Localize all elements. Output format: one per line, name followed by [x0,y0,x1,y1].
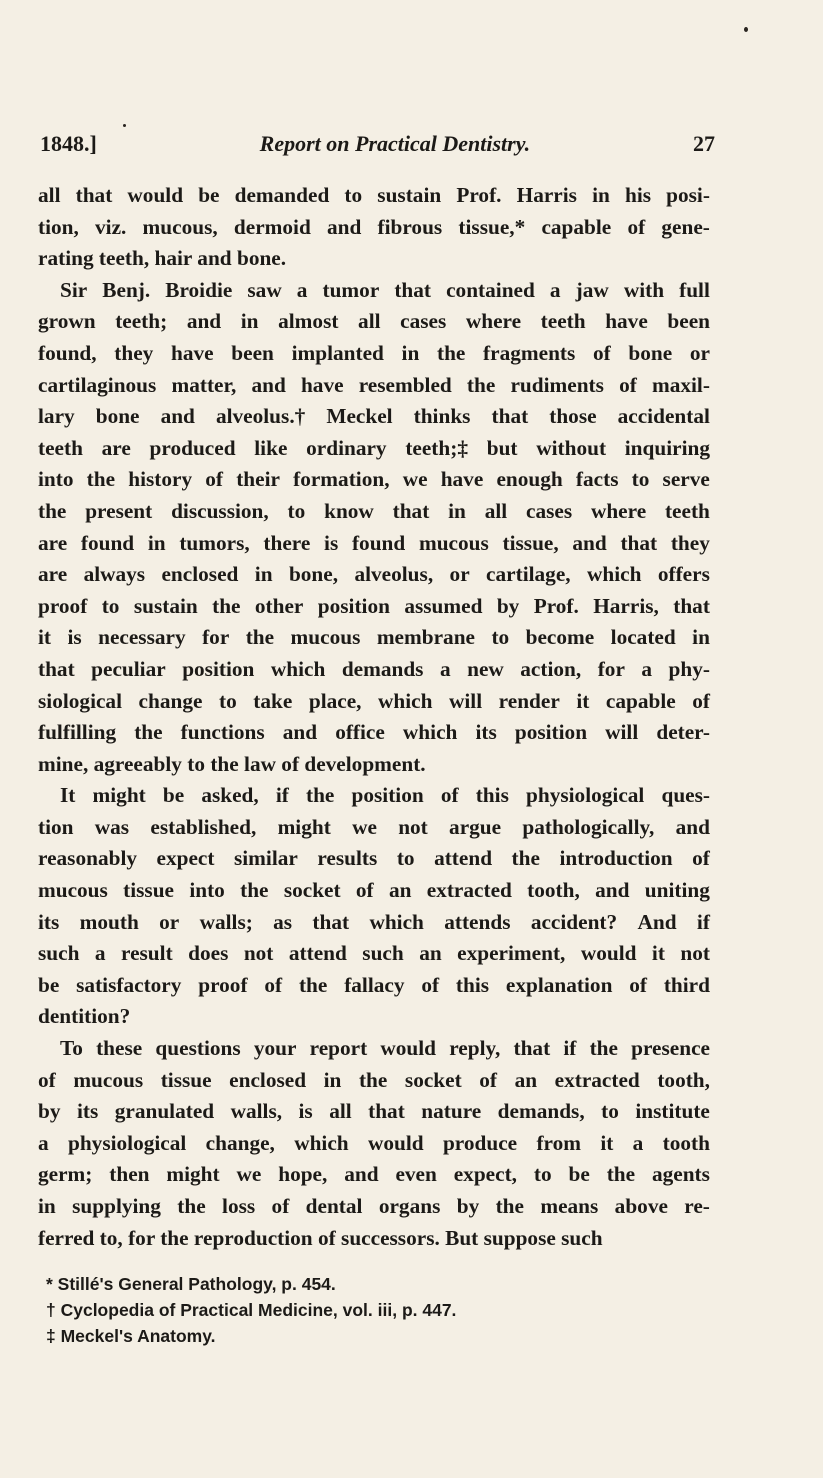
page-number: 27 [693,131,715,156]
running-header [40,131,715,157]
text-line: proof to sustain the other position assumed by Prof. Harris, that [38,593,710,618]
text-line: cartilaginous matter, and have resembled the rudiments of maxil- [38,372,710,397]
text-line: mucous tissue into the socket of an extracted tooth, and uniting [38,878,710,903]
footnotes [46,1271,456,1349]
text-line: germ; then might we hope, and even expect, to be the agents [38,1162,710,1187]
text-line: dentition? [38,1004,131,1029]
text-line: teeth are produced like ordinary teeth;‡ but without inquiring [38,435,710,460]
paper-speck [744,27,748,32]
footnote: ‡ Meckel's Anatomy. [46,1326,216,1346]
body-text [38,180,710,1254]
text-line: be satisfactory proof of the fallacy of this explanation of third [38,972,710,997]
text-line: grown teeth; and in almost all cases where teeth have been [38,309,710,334]
paper-speck [123,124,126,127]
text-line: Sir Benj. Broidie saw a tumor that contained a jaw with full [60,277,710,302]
footnote: † Cyclopedia of Practical Medicine, vol. iii, p. 447. [46,1300,457,1320]
text-line: in supplying the loss of dental organs by the means above re- [38,1194,710,1218]
text-line: by its granulated walls, is all that nature demands, to institute [38,1099,710,1124]
text-line: it is necessary for the mucous membrane to become located in [38,625,710,650]
text-line: mine, agreeably to the law of development. [38,751,426,776]
text-line: such a result does not attend such an experiment, would it not [38,941,710,966]
text-line: To these questions your report would reply, that if the presence [60,1036,710,1061]
text-line: lary bone and alveolus.† Meckel thinks that those accidental [38,404,710,429]
text-line: its mouth or walls; as that which attends accident? And if [38,909,710,934]
header-year: 1848.] [40,131,97,156]
text-line: siological change to take place, which will render it capable of [38,688,710,713]
text-line: of mucous tissue enclosed in the socket of an extracted tooth, [38,1067,710,1092]
text-line: fulfilling the functions and office which its position will deter- [38,720,710,745]
header-title: Report on Practical Dentistry. [259,131,531,156]
text-line: It might be asked, if the position of this physiological ques- [60,783,710,808]
paragraph [38,275,710,781]
text-line: tion, viz. mucous, dermoid and fibrous tissue,* capable of gene- [38,214,710,239]
footnote: * Stillé's General Pathology, p. 454. [46,1274,336,1294]
paragraph [38,1033,710,1254]
text-line: are found in tumors, there is found mucous tissue, and that they [38,530,710,555]
text-line: reasonably expect similar results to attend the introduction of [38,846,710,871]
paragraph [38,180,710,275]
text-line: tion was established, might we not argue pathologically, and [38,814,710,839]
text-line: all that would be demanded to sustain Prof. Harris in his posi- [38,183,710,207]
paragraph [38,780,710,1033]
text-line: rating teeth, hair and bone. [38,246,287,271]
text-line: into the history of their formation, we have enough facts to serve [38,467,710,492]
text-line: a physiological change, which would produce from it a tooth [38,1130,710,1155]
text-line: that peculiar position which demands a new action, for a phy- [38,656,710,681]
text-line: are always enclosed in bone, alveolus, or cartilage, which offers [38,562,710,587]
text-line: found, they have been implanted in the fragments of bone or [38,340,710,365]
text-line: ferred to, for the reproduction of successors. But suppose such [38,1225,603,1250]
text-line: the present discussion, to know that in all cases where teeth [38,498,710,523]
